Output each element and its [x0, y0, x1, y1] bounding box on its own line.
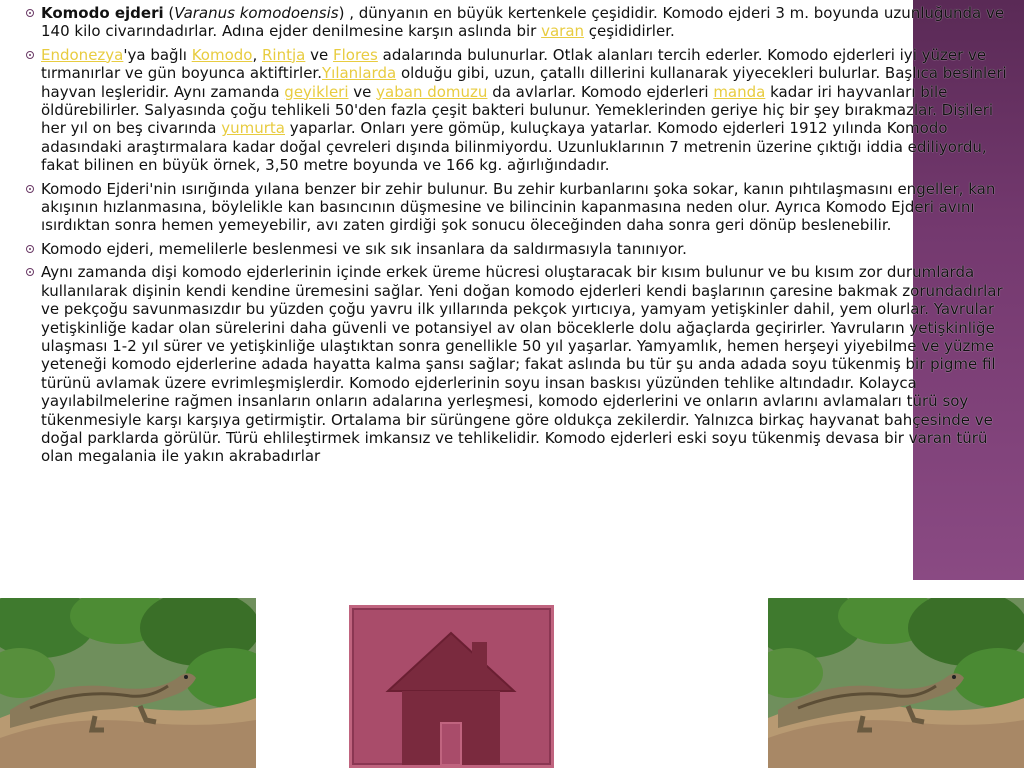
text-run: ve — [305, 45, 333, 64]
bullet-list — [14, 4, 1010, 466]
text-run: yaparlar. Onları yere gömüp, kuluçkaya yatarlar. Komodo ejderleri 1912 yılında Komodo adasındaki araştırmalara kadar doğal çevreleri dışında bilinmiyordu. Uzunluklarının 7 metrenin üzerine çıktığı iddia ediliyordu, fakat bilinen en büyük örnek, 3,50 metre boyunda ve 166 kg. ağırlığındadır. — [41, 119, 987, 175]
radio-bullet-icon — [26, 268, 34, 276]
inline-link[interactable]: Yılanlarda — [321, 64, 397, 83]
komodo-photo-left — [0, 598, 256, 768]
bullet-item — [14, 4, 1010, 41]
inline-link[interactable]: geyikleri — [284, 82, 349, 101]
komodo-dragon-image — [768, 598, 1024, 768]
bullet-item — [14, 240, 1010, 258]
text-run: Komodo ejderi — [41, 4, 164, 22]
inline-link[interactable]: Rintja — [262, 45, 306, 64]
inline-link[interactable]: yumurta — [221, 119, 285, 138]
komodo-photo-right — [768, 598, 1024, 768]
text-run: 'ya bağlı — [123, 45, 192, 64]
inline-link[interactable]: manda — [713, 82, 766, 101]
text-run: çeşididirler. — [584, 22, 675, 41]
radio-bullet-icon — [26, 51, 34, 59]
text-run: Komodo ejderi, memelilerle beslenmesi ve sık sık insanlara da saldırmasıyla tanınıyor. — [41, 239, 687, 258]
text-run: kadar iri hayvanları bile öldürebilirler. Salyasında çoğu tehlikeli 50'den fazla çeşit bakteri bulunur. Yemeklerinden geriye hiç bir şey bırakmazlar. Dişileri her yıl on beş civarında — [41, 82, 994, 138]
inline-link[interactable]: Endonezya — [41, 45, 124, 64]
text-run: , — [252, 45, 262, 64]
inline-link[interactable]: Komodo — [191, 45, 253, 64]
inline-link[interactable]: Flores — [333, 45, 378, 64]
inline-link[interactable]: varan — [541, 22, 585, 41]
home-icon — [352, 608, 551, 765]
text-run: adalarında bulunurlar. Otlak alanları tercih ederler. Komodo ejderleri iyi yüzer ve tırmanırlar ve gün boyunca aktiftirler. — [41, 45, 987, 83]
text-run: olduğu gibi, uzun, çatallı dillerini kullanarak yiyecekleri bulurlar. Başlıca besinleri hayvan leşleridir. Aynı zamanda — [41, 64, 1007, 101]
inline-link[interactable]: yaban domuzu — [376, 82, 488, 101]
bullet-item — [14, 180, 1010, 235]
radio-bullet-icon — [26, 9, 34, 17]
radio-bullet-icon — [26, 245, 34, 253]
text-run: da avlarlar. Komodo ejderleri — [487, 82, 714, 101]
text-run: Aynı zamanda dişi komodo ejderlerinin içinde erkek üreme hücresi oluştaracak bir kısım bulunur ve bu kısım zor durumlarda kullanılarak dişinin kendi kendine üremesini sağlar. Yeni doğan komodo ejderleri kendi başlarının çaresine bakmak zorundadırlar ve pekçoğu savunmasızdır bu yüzden çoğu yavru ilk yıllarında pekçok yırtıcıya, yamyam yetişkinler dahil, yem olurlar. Yavrular yetişkinliğe kadar olan sürelerini daha güvenli ve potansiyel av olan böceklerle dolu ağaçlarda geçirirler. Yavruların yetişkinliğe ulaşması 1-2 yıl sürer ve yetişkinliğe ulaştıktan sonra genellikle 50 yıl yaşarlar. Yamyamlık, hemen herşeyi yiyebilme ve yüzme yeteneği komodo ejderlerine adada hayatta kalma şansı sağlar; fakat aslında bu tür şu anda adada soyu tükenmiş bir pigme fil türünü avlamak üzere evrimleşmişlerdir. Komodo ejderlerinin soyu insan baskısı yüzünden tehlike altındadır. Kolayca yayılabilmelerine rağmen insanların onların adalarına yerleşmesi, komodo ejderlerini ve onların avlarını avlamaları türü soy tükenmesiyle karşı karşıya getirmiştir. Ortalama bir sürüngene göre oldukça zekilerdir. Yalnızca birkaç hayvanat bahçesinde ve doğal parklarda görülür. Türü ehlileştirmek imkansız ve tehlikelidir. Komodo ejderleri eski soyu tükenmiş devasa bir varan türü olan megalania ile yakın akrabadırlar — [41, 263, 1003, 466]
radio-bullet-icon — [26, 185, 34, 193]
bullet-item — [14, 46, 1010, 175]
text-run: Komodo Ejderi'nin ısırığında yılana benzer bir zehir bulunur. Bu zehir kurbanlarını şoka sokar, kanın pıhtılaşmasını engeller, kan akışının hızlanmasına, böylelikle kan basıncının düşmesine ve bilincinin kapanmasına neden olur. Ayrıca Komodo Ejderi avını ısırdıktan sonra hemen yemeyebilir, avı zaten girdiği şok sonucu öleceğinden daha sonra geri dönüp beslenebilir. — [41, 179, 996, 235]
home-button[interactable] — [349, 605, 554, 768]
text-run: Varanus komodoensis — [174, 4, 339, 22]
bullet-item — [14, 263, 1010, 465]
text-run: ve — [348, 82, 377, 101]
text-run: ( — [163, 4, 175, 22]
komodo-dragon-image — [0, 598, 256, 768]
text-run: ) , dünyanın en büyük kertenkele çeşididir. Komodo ejderi 3 m. boyunda uzunluğunda ve 140 kilo civarındadırlar. Adına ejder denilmesine karşın aslında bir — [41, 4, 1005, 41]
